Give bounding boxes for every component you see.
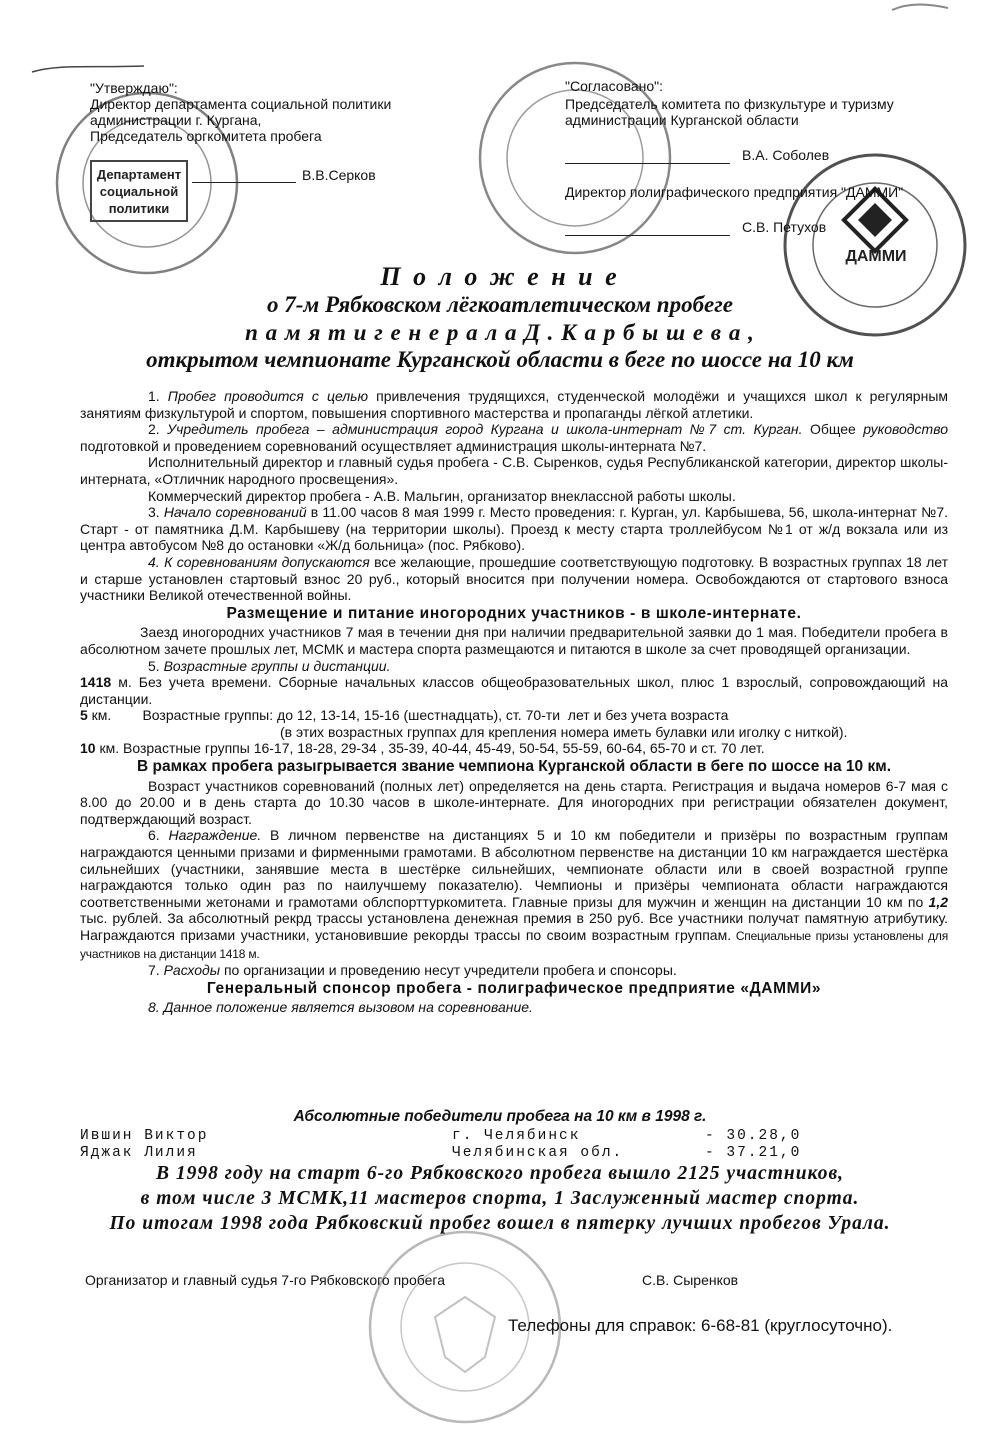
stats-line3: По итогам 1998 года Рябковский пробег вошел в пятерку лучших пробегов Урала.	[109, 1213, 891, 1234]
distance-10: 10 км. Возрастные группы 16-17, 18-28, 29-34 , 35-39, 40-44, 45-49, 50-54, 55-59, 60-64, 65-70 и ст. 70 лет.	[80, 740, 765, 757]
agree-line1: Председатель комитета по физкультуре и туризму	[565, 96, 894, 112]
document-body	[80, 388, 948, 1016]
agree-signer1: В.А. Соболев	[742, 147, 830, 163]
agree-signer2: С.В. Петухов	[742, 219, 827, 235]
agree-signature-line-1	[565, 163, 730, 164]
pen-mark-top-right	[890, 0, 950, 16]
winner-row-1-name: Ившин Виктор	[80, 1128, 209, 1144]
agree-line3: Директор полиграфического предприятия "ДАММИ"	[565, 184, 904, 200]
distance-5: 5 км. Возрастные группы: до 12, 13-14, 15-16 (шестнадцать), ст. 70-ти лет и без учета возраста	[80, 707, 729, 724]
section-2-commercial: Коммерческий директор пробега - А.В. Мальгин, организатор внеклассной работы школы.	[148, 487, 736, 504]
organizer-title: Организатор и главный судья 7-го Рябковского пробега	[85, 1272, 445, 1288]
left-stamp-line3: политики	[108, 201, 170, 216]
title-line1: П о л о ж е н и е	[380, 262, 620, 291]
phones-line: Телефоны для справок: 6-68-81 (круглосуточно).	[508, 1316, 893, 1335]
title-line3: п а м я т и г е н е р а л а Д . К а р б ы ш е в а ,	[245, 320, 755, 345]
left-stamp-line2: социальной	[99, 184, 179, 199]
section-3: 3. Начало соревнований в 11.00 часов 8 мая 1999 г. Место проведения: г. Курган, ул. Карбышева, 56, школа-интернат №7. Старт - от памятника Д.М. Карбышеву (на территории школы). Проезд к месту старта троллейбусом №1 от ж/д вокзала или из центра автобусом №8 до остановки «Ж/д больница» (пос. Рябково).	[80, 504, 949, 554]
left-stamp-line1: Департамент	[96, 167, 182, 182]
champion-heading: В рамках пробега разыгрывается звание чемпиона Курганской области в беге по шоссе на 10 км.	[136, 758, 892, 776]
right-stamp-logo: ДАММИ	[845, 248, 907, 265]
section-6: 6. Награждение. В личном первенстве на дистанциях 5 и 10 км победители и призёры по возрастным группам награждаются ценными призами и фирменными грамотами. В абсолютном первенстве на дистанции 10 км награждается шестёрка сильнейших (участники, занявшие места в шестёрке сильнейших, чемпионате области или в своей возрастной группе награждаются только один раз по наилучшему показателю). Чемпионы и призёры чемпионата области награждаются соответственными жетонами и грамотами облспорттуркомитета. Главные призы для мужчин и женщин на дистанции 10 км по 1,2 тыс. рублей. За абсолютный рекрд трассы установлена денежная премия в 250 руб. Все участники получат памятную атрибутику. Награждаются призами участники, установившие рекорды трассы по своим возрастным группам. Специальные призы установлены для участников на дистанции 1418 м.	[80, 827, 949, 961]
approve-line2: администрации г. Кургана,	[90, 112, 262, 128]
lodging-text: Заезд иногородних участников 7 мая в течении дня при наличии предварительной заявки до 1 мая. Победители пробега в абсолютном зачете прошлых лет, МСМК и мастера спорта размещаются и питаются в школе за счет проводящей организации.	[80, 624, 948, 657]
stats-line2: в том числе 3 МСМК,11 мастеров спорта, 1 Заслуженный мастер спорта.	[140, 1188, 860, 1209]
agree-heading: "Согласовано":	[565, 78, 664, 94]
title-line2: о 7-м Рябковском лёгкоатлетическом пробеге	[267, 292, 733, 317]
approve-heading: "Утверждаю":	[90, 80, 178, 96]
age-registration: Возраст участников соревнований (полных лет) определяется на день старта. Регистрация и выдача номеров 6-7 мая с 8.00 до 20.00 и в день старта до 10.30 часов в школе-интернате. Для иногородних при регистрации обязателен документ, подтверждающий возраст.	[80, 777, 948, 827]
winner-row-1-city: г. Челябинск	[452, 1128, 581, 1144]
pen-mark-top-left	[28, 60, 148, 80]
winners-heading: Абсолютные победители пробега на 10 км в 1998 г.	[293, 1108, 707, 1125]
winner-row-2-name: Яджак Лилия	[80, 1145, 198, 1161]
organizer-name: С.В. Сыренков	[642, 1272, 739, 1288]
lodging-heading: Размещение и питание иногородних участников - в школе-интернате.	[226, 604, 802, 622]
sponsor-line: Генеральный спонсор пробега - полиграфическое предприятие «ДАММИ»	[206, 979, 822, 997]
winner-row-1-time: - 30.28,0	[705, 1128, 802, 1144]
section-1: 1. Пробег проводится с целью привлечения трудящихся, студенческой молодёжи и учащихся школ к регулярным занятиям физкультурой и спортом, повышения спортивного мастерства и пропаганды лёгкой атлетики.	[80, 388, 949, 421]
section-8: 8. Данное положение является вызовом на соревнование.	[148, 999, 533, 1016]
stats-line1: В 1998 году на старт 6-го Рябковского пробега вышло 2125 участников,	[155, 1163, 845, 1184]
section-4: 4. К соревнованиям допускаются все желающие, прошедшие соответствующую подготовку. В возрастных группах 18 лет и старше установлен стартовый взнос 20 руб., который вносится при получении номера. Освобождаются от стартового взноса участники Великой отечественной войны.	[80, 553, 948, 604]
winner-row-2-city: Челябинская обл.	[452, 1145, 624, 1161]
left-stamp-box	[90, 160, 188, 222]
agree-signature-line-2	[565, 235, 730, 236]
approve-signature-line	[192, 182, 296, 183]
approve-line3: Председатель оргкомитета пробега	[90, 128, 322, 144]
section-2-director: Исполнительный директор и главный судья пробега - С.В. Сыренков, судья Республиканской категории, директор школы-интерната, «Отличник народного просвещения».	[80, 454, 948, 487]
distance-1418: 1418 м. Без учета времени. Сборные начальных классов общеобразовательных школ, плюс 1 взрослый, сопровождающий на дистанции.	[80, 674, 948, 707]
approve-signer: В.В.Серков	[302, 167, 376, 183]
section-7: 7. Расходы по организации и проведению несут учредители пробега и спонсоры.	[148, 962, 677, 979]
winner-row-2-time: - 37.21,0	[705, 1145, 802, 1161]
section-2: 2. Учредитель пробега – администрация город Кургана и школа-интернат №7 ст. Курган. Общее руководство подготовкой и проведением соревнований осуществляет администрация школы-интерната №7.	[80, 421, 948, 454]
approve-line1: Директор департамента социальной политики	[90, 96, 392, 112]
distance-5-note: (в этих возрастных группах для крепления номера иметь булавки или иголку с ниткой).	[280, 723, 848, 740]
title-line4: открытом чемпионате Курганской области в беге по шоссе на 10 км	[146, 347, 854, 372]
section-5: 5. Возрастные группы и дистанции.	[148, 657, 391, 674]
agree-line2: администрации Курганской области	[565, 112, 799, 128]
